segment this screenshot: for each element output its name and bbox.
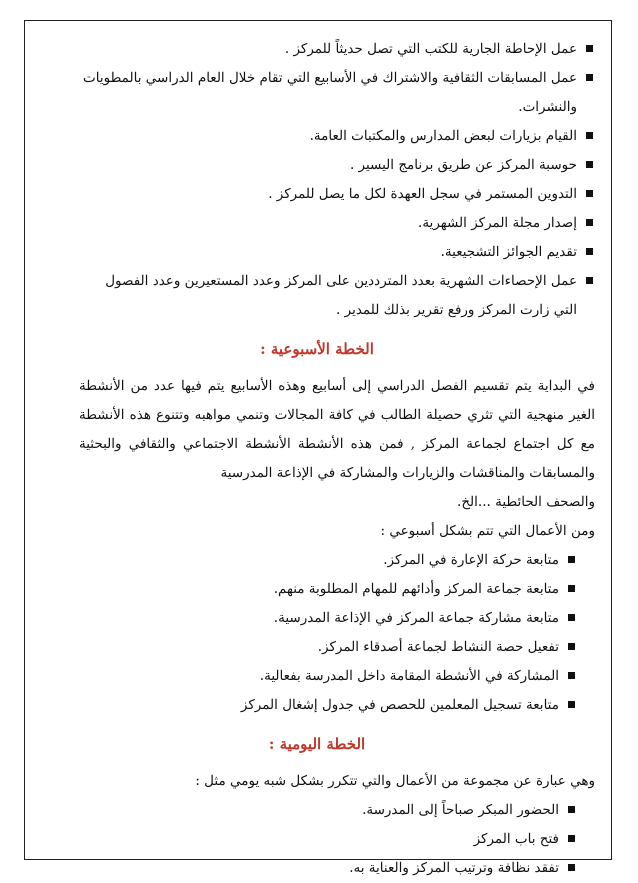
square-bullet-icon — [586, 132, 593, 139]
list-item-text: حوسبة المركز عن طريق برنامج اليسير . — [349, 157, 577, 173]
list-item-text: متابعة جماعة المركز وأدائهم للمهام المطلوبة منهم. — [273, 581, 559, 597]
list-item — [79, 35, 595, 64]
list-item-text: متابعة حركة الإعارة في المركز. — [383, 552, 559, 568]
list-item-text: إصدار مجلة المركز الشهرية. — [418, 215, 577, 231]
square-bullet-icon — [568, 701, 575, 708]
square-bullet-icon — [568, 643, 575, 650]
list-item — [79, 64, 595, 122]
list-item — [79, 151, 595, 180]
square-bullet-icon — [586, 161, 593, 168]
square-bullet-icon — [586, 277, 593, 284]
square-bullet-icon — [568, 585, 575, 592]
square-bullet-icon — [568, 864, 575, 871]
document-content — [79, 35, 595, 883]
weekly-plan-heading: الخطة الأسبوعية : — [260, 340, 374, 358]
list-item — [79, 662, 595, 691]
list-item — [79, 633, 595, 662]
list-item-text: عمل الإحصاءات الشهرية بعدد المترددين على المركز وعدد المستعيرين وعدد الفصول التي زارت المركز ورفع تقرير بذلك للمدير . — [105, 273, 577, 318]
list-item — [79, 180, 595, 209]
list-item-text: التدوين المستمر في سجل العهدة لكل ما يصل للمركز . — [268, 186, 577, 202]
square-bullet-icon — [586, 190, 593, 197]
list-item-text: فتح باب المركز — [473, 831, 559, 847]
list-item — [79, 604, 595, 633]
list-item — [79, 546, 595, 575]
general-list — [79, 35, 595, 325]
list-item-text: عمل المسابقات الثقافية والاشتراك في الأسابيع التي تقام خلال العام الدراسي بالمطويات والنشرات. — [83, 70, 577, 115]
daily-list — [79, 796, 595, 883]
list-item — [79, 267, 595, 325]
list-item — [79, 796, 595, 825]
list-item-text: تفقد نظافة وترتيب المركز والعناية به. — [349, 860, 559, 876]
list-item — [79, 122, 595, 151]
list-item-text: متابعة تسجيل المعلمين للحصص في جدول إشغال المركز — [240, 697, 559, 713]
square-bullet-icon — [586, 45, 593, 52]
list-item-text: الحضور المبكر صباحاً إلى المدرسة. — [362, 802, 559, 818]
square-bullet-icon — [568, 806, 575, 813]
list-item — [79, 825, 595, 854]
list-item — [79, 691, 595, 720]
square-bullet-icon — [568, 672, 575, 679]
weekly-plan-paragraph-end: والصحف الحائطية ...الخ. — [457, 494, 595, 510]
square-bullet-icon — [586, 219, 593, 226]
list-item — [79, 238, 595, 267]
list-item-text: المشاركة في الأنشطة المقامة داخل المدرسة بفعالية. — [259, 668, 559, 684]
list-item-text: تفعيل حصة النشاط لجماعة أصدقاء المركز. — [317, 639, 559, 655]
weekly-list — [79, 546, 595, 720]
list-item-text: عمل الإحاطة الجارية للكتب التي تصل حديثاً للمركز . — [284, 41, 577, 57]
square-bullet-icon — [568, 614, 575, 621]
document-page — [24, 20, 612, 876]
daily-plan-heading: الخطة اليومية : — [268, 735, 366, 753]
weekly-plan-paragraph: في البداية يتم تقسيم الفصل الدراسي إلى أسابيع وهذه الأسابيع يتم فيها عدد من الأنشطة الغير منهجية التي تثري حصيلة الطالب في كافة المجالات وتنمي مواهبه وتتنوع هذه الأنشطة مع كل اجتماع لجماعة المركز , فمن هذه الأنشطة الأنشطة الاجتماعي والثقافي والبحثية والمسابقات والمناقشات والزيارات والمشاركة في الإذاعة المدرسية — [79, 378, 595, 481]
list-item-text: تقديم الجوائز التشجيعية. — [440, 244, 577, 260]
square-bullet-icon — [586, 248, 593, 255]
square-bullet-icon — [568, 835, 575, 842]
weekly-tasks-intro: ومن الأعمال التي تتم بشكل أسبوعي : — [380, 523, 595, 539]
daily-tasks-intro: وهي عبارة عن مجموعة من الأعمال والتي تتكرر بشكل شبه يومي مثل : — [195, 773, 595, 789]
list-item-text: القيام بزيارات لبعض المدارس والمكتبات العامة. — [309, 128, 577, 144]
square-bullet-icon — [586, 74, 593, 81]
list-item — [79, 209, 595, 238]
list-item — [79, 575, 595, 604]
list-item — [79, 854, 595, 883]
square-bullet-icon — [568, 556, 575, 563]
list-item-text: متابعة مشاركة جماعة المركز في الإذاعة المدرسية. — [273, 610, 559, 626]
